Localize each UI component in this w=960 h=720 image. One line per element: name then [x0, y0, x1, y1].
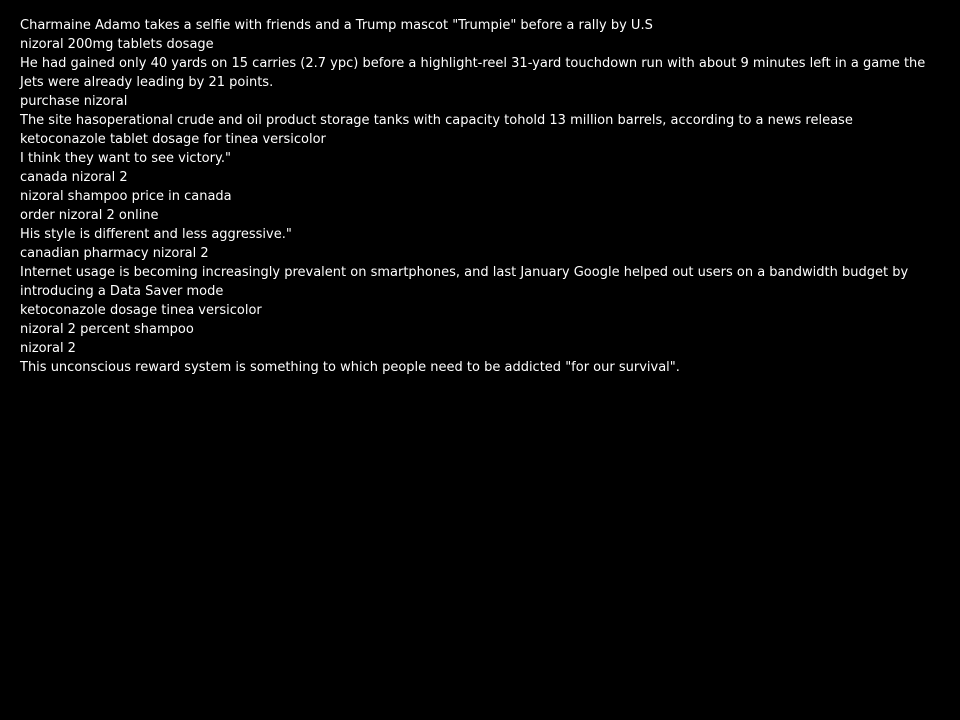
text-line-3: He had gained only 40 yards on 15 carries (2.7 ypc) before a highlight-reel 31-yard touchdown run with about 9 minutes left in a game the Jets were already leading by 21 points.: [20, 56, 926, 90]
text-line-11: His style is different and less aggressive.": [20, 227, 292, 242]
text-line-2: nizoral 200mg tablets dosage: [20, 37, 214, 52]
document-body: [20, 16, 940, 377]
text-line-12: canadian pharmacy nizoral 2: [20, 246, 209, 261]
text-line-1: Charmaine Adamo takes a selfie with friends and a Trump mascot "Trumpie" before a rally by U.S: [20, 18, 653, 33]
text-line-14: ketoconazole dosage tinea versicolor: [20, 303, 262, 318]
text-line-7: I think they want to see victory.": [20, 151, 231, 166]
text-line-6: ketoconazole tablet dosage for tinea versicolor: [20, 132, 326, 147]
text-line-8: canada nizoral 2: [20, 170, 128, 185]
text-line-10: order nizoral 2 online: [20, 208, 159, 223]
text-line-15: nizoral 2 percent shampoo: [20, 322, 194, 337]
text-line-5: The site hasoperational crude and oil product storage tanks with capacity tohold 13 million barrels, according to a news release: [20, 113, 853, 128]
text-line-4: purchase nizoral: [20, 94, 128, 109]
text-line-13: Internet usage is becoming increasingly prevalent on smartphones, and last January Google helped out users on a bandwidth budget by introducing a Data Saver mode: [20, 265, 909, 299]
text-line-16: nizoral 2: [20, 341, 76, 356]
text-line-9: nizoral shampoo price in canada: [20, 189, 232, 204]
text-line-17: This unconscious reward system is something to which people need to be addicted "for our survival".: [20, 360, 680, 375]
